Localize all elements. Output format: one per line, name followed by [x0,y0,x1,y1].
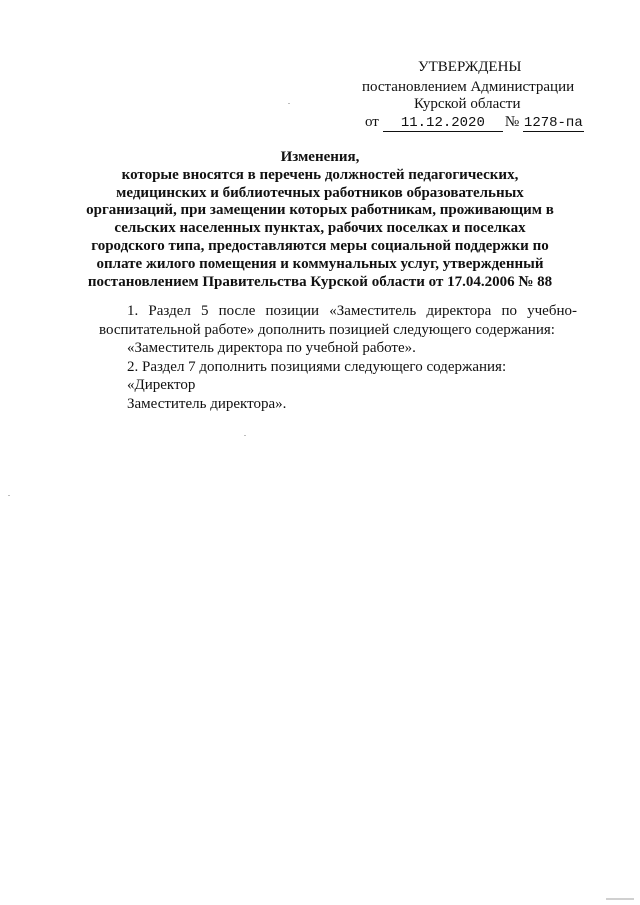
document-title [70,149,570,291]
item-1-text: 1. Раздел 5 после позиции «Заместитель директора по учебно-воспитательной работе» дополнить позицией следующего содержания: [99,303,577,338]
item-2-text: 2. Раздел 7 дополнить позициями следующего содержания: [127,358,507,375]
title-line: постановлением Правительства Курской области от 17.04.2006 № 88 [87,273,553,290]
title-line: медицинских и библиотечных работников образовательных [116,184,524,201]
date-prefix: от [365,114,379,130]
approval-heading: УТВЕРЖДЕНЫ [418,59,522,75]
title-line: оплате жилого помещения и коммунальных услуг, утвержденный [96,255,544,272]
scan-speck [288,103,290,104]
document-body [99,302,577,413]
approval-date-line [365,113,584,132]
title-line: организаций, при замещении которых работникам, проживающим в [86,202,554,219]
title-line: Изменения, [280,149,360,165]
approval-region: Курской области [414,96,521,112]
number-prefix: № [504,114,520,130]
scan-speck [8,495,10,496]
item-2-line-2: Заместитель директора». [127,395,287,412]
title-line: городского типа, предоставляются меры социальной поддержки по [91,237,549,254]
scan-speck [244,435,246,436]
title-line: сельских населенных пунктах, рабочих поселках и поселках [114,220,526,237]
item-1-quote: «Заместитель директора по учебной работе». [127,340,416,356]
scan-mark [606,898,634,900]
title-line: которые вносятся в перечень должностей педагогических, [121,166,519,183]
approval-issuer: постановлением Администрации [362,79,575,95]
approval-number: 1278-па [523,115,583,131]
approval-date: 11.12.2020 [400,115,485,131]
item-2-line-1: «Директор [127,377,196,393]
